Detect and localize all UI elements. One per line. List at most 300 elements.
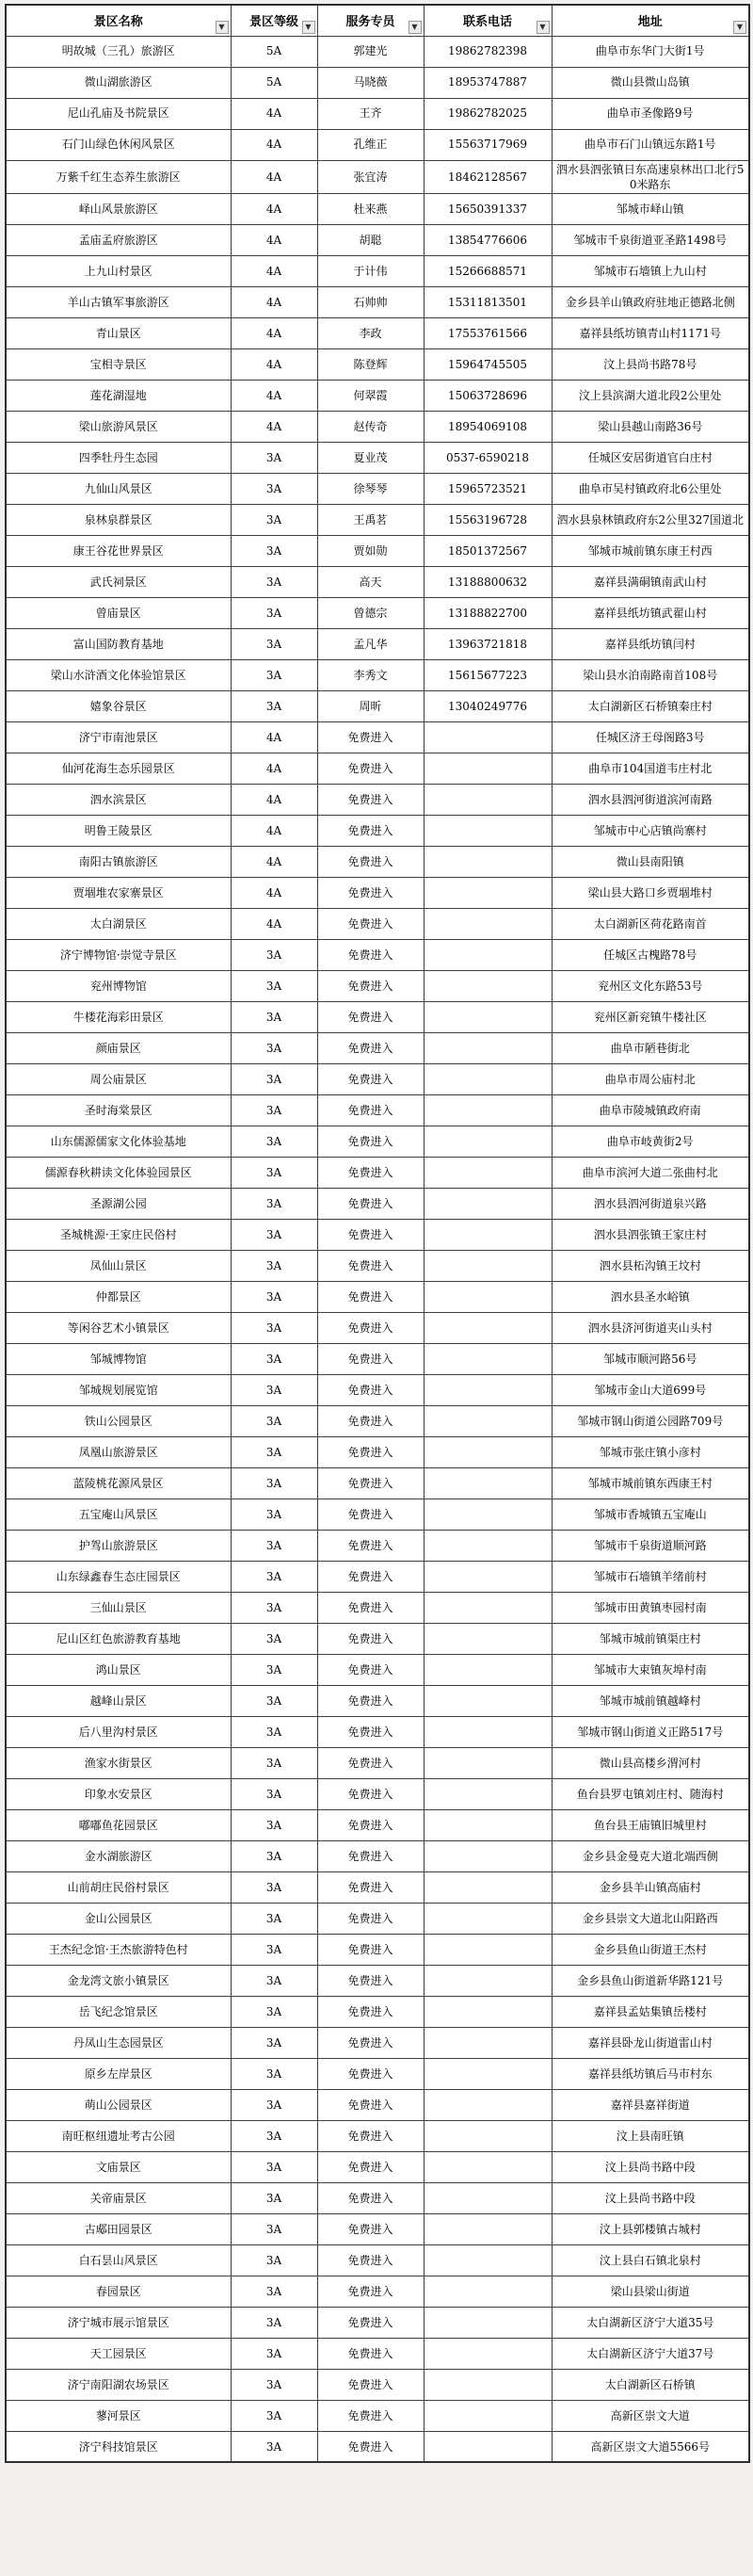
cell-specialist: 免费进入 — [317, 2244, 424, 2276]
cell-specialist: 郭建光 — [317, 36, 424, 67]
cell-level: 3A — [231, 628, 317, 659]
table-row — [6, 1188, 749, 1219]
table-row — [6, 1623, 749, 1654]
cell-level: 3A — [231, 939, 317, 970]
cell-phone — [424, 1561, 552, 1592]
cell-address: 曲阜市滨河大道二张曲村北 — [552, 1157, 749, 1188]
table-row — [6, 753, 749, 784]
cell-name: 峄山风景旅游区 — [6, 193, 231, 224]
cell-phone — [424, 1126, 552, 1157]
cell-name: 济宁博物馆·崇觉寺景区 — [6, 939, 231, 970]
cell-specialist: 孔维正 — [317, 129, 424, 160]
cell-address: 鱼台县罗屯镇刘庄村、随海村 — [552, 1778, 749, 1809]
cell-name: 春园景区 — [6, 2276, 231, 2307]
table-row — [6, 411, 749, 442]
cell-phone — [424, 1592, 552, 1623]
filter-dropdown-icon[interactable]: ▼ — [409, 21, 422, 34]
cell-level: 3A — [231, 1405, 317, 1436]
table-row — [6, 1716, 749, 1747]
cell-name: 石门山绿色休闲风景区 — [6, 129, 231, 160]
cell-name: 太白湖景区 — [6, 908, 231, 939]
cell-level: 3A — [231, 597, 317, 628]
cell-name: 文庙景区 — [6, 2151, 231, 2182]
table-row — [6, 1343, 749, 1374]
table-row — [6, 1747, 749, 1778]
cell-address: 微山县高楼乡渭河村 — [552, 1747, 749, 1778]
cell-name: 金龙湾文旅小镇景区 — [6, 1965, 231, 1996]
cell-phone: 17553761566 — [424, 317, 552, 348]
cell-phone — [424, 2089, 552, 2120]
table-row — [6, 2276, 749, 2307]
table-row — [6, 2027, 749, 2058]
cell-name: 渔家水街景区 — [6, 1747, 231, 1778]
cell-address: 嘉祥县卧龙山街道雷山村 — [552, 2027, 749, 2058]
cell-level: 3A — [231, 2027, 317, 2058]
cell-name: 明故城（三孔）旅游区 — [6, 36, 231, 67]
cell-specialist: 免费进入 — [317, 2431, 424, 2462]
cell-specialist: 免费进入 — [317, 2369, 424, 2400]
cell-address: 金乡县羊山镇政府驻地正德路北侧 — [552, 286, 749, 317]
cell-address: 邹城市中心店镇尚寨村 — [552, 815, 749, 846]
cell-level: 3A — [231, 1654, 317, 1685]
cell-specialist: 免费进入 — [317, 1840, 424, 1871]
table-row — [6, 1934, 749, 1965]
cell-specialist: 免费进入 — [317, 1250, 424, 1281]
cell-phone — [424, 2307, 552, 2338]
cell-name: 古郕田园景区 — [6, 2213, 231, 2244]
table-row — [6, 1436, 749, 1467]
cell-phone — [424, 1188, 552, 1219]
cell-name: 嘟嘟鱼花园景区 — [6, 1809, 231, 1840]
cell-level: 4A — [231, 784, 317, 815]
cell-level: 3A — [231, 2307, 317, 2338]
cell-name: 原乡左岸景区 — [6, 2058, 231, 2089]
cell-specialist: 夏业茂 — [317, 442, 424, 473]
filter-dropdown-icon[interactable]: ▼ — [216, 21, 229, 34]
cell-level: 3A — [231, 1188, 317, 1219]
cell-address: 邹城市大束镇灰埠村南 — [552, 1654, 749, 1685]
cell-specialist: 免费进入 — [317, 2120, 424, 2151]
table-row — [6, 2120, 749, 2151]
cell-name: 孟庙孟府旅游区 — [6, 224, 231, 255]
table-row — [6, 1312, 749, 1343]
cell-name: 济宁南阳湖农场景区 — [6, 2369, 231, 2400]
table-row — [6, 908, 749, 939]
table-row — [6, 597, 749, 628]
table-row — [6, 348, 749, 380]
cell-name: 儒源春秋耕读文化体验园景区 — [6, 1157, 231, 1188]
cell-level: 4A — [231, 286, 317, 317]
cell-phone — [424, 1871, 552, 1903]
table-row — [6, 36, 749, 67]
cell-address: 任城区古槐路78号 — [552, 939, 749, 970]
cell-address: 金乡县羊山镇高庙村 — [552, 1871, 749, 1903]
cell-name: 丹凤山生态园景区 — [6, 2027, 231, 2058]
cell-phone — [424, 1374, 552, 1405]
filter-dropdown-icon[interactable]: ▼ — [302, 21, 315, 34]
cell-specialist: 免费进入 — [317, 2182, 424, 2213]
cell-specialist: 免费进入 — [317, 2213, 424, 2244]
cell-level: 3A — [231, 504, 317, 535]
cell-specialist: 免费进入 — [317, 2089, 424, 2120]
cell-address: 曲阜市圣像路9号 — [552, 98, 749, 129]
cell-name: 邹城博物馆 — [6, 1343, 231, 1374]
cell-phone: 13040249776 — [424, 690, 552, 721]
cell-phone — [424, 2338, 552, 2369]
table-row — [6, 1809, 749, 1840]
table-row — [6, 2182, 749, 2213]
cell-phone: 0537-6590218 — [424, 442, 552, 473]
table-row — [6, 628, 749, 659]
cell-address: 汶上县南旺镇 — [552, 2120, 749, 2151]
cell-specialist: 免费进入 — [317, 846, 424, 877]
cell-specialist: 免费进入 — [317, 2151, 424, 2182]
cell-name: 南阳古镇旅游区 — [6, 846, 231, 877]
table-row — [6, 442, 749, 473]
cell-specialist: 免费进入 — [317, 721, 424, 753]
cell-level: 3A — [231, 690, 317, 721]
cell-specialist: 徐琴琴 — [317, 473, 424, 504]
cell-phone — [424, 1436, 552, 1467]
cell-phone: 13188822700 — [424, 597, 552, 628]
cell-specialist: 免费进入 — [317, 1996, 424, 2027]
cell-name: 萌山公园景区 — [6, 2089, 231, 2120]
cell-address: 泗水县泉林镇政府东2公里327国道北 — [552, 504, 749, 535]
cell-address: 曲阜市岐黄街2号 — [552, 1126, 749, 1157]
cell-specialist: 免费进入 — [317, 815, 424, 846]
cell-specialist: 何翠霞 — [317, 380, 424, 411]
cell-level: 3A — [231, 566, 317, 597]
cell-phone: 15650391337 — [424, 193, 552, 224]
cell-address: 泗水县泗张镇王家庄村 — [552, 1219, 749, 1250]
cell-name: 济宁科技馆景区 — [6, 2431, 231, 2462]
cell-specialist: 免费进入 — [317, 877, 424, 908]
table-row — [6, 2213, 749, 2244]
cell-address: 太白湖新区荷花路南首 — [552, 908, 749, 939]
table-row — [6, 255, 749, 286]
cell-address: 邹城市城前镇渠庄村 — [552, 1623, 749, 1654]
cell-name: 宝相寺景区 — [6, 348, 231, 380]
cell-address: 邹城市城前镇东康王村西 — [552, 535, 749, 566]
cell-name: 莲花湖湿地 — [6, 380, 231, 411]
cell-address: 鱼台县王庙镇旧城里村 — [552, 1809, 749, 1840]
table-row — [6, 535, 749, 566]
cell-name: 天工园景区 — [6, 2338, 231, 2369]
table-row — [6, 129, 749, 160]
cell-phone — [424, 2120, 552, 2151]
cell-address: 嘉祥县纸坊镇武翟山村 — [552, 597, 749, 628]
table-row — [6, 784, 749, 815]
cell-specialist: 免费进入 — [317, 1312, 424, 1343]
cell-specialist: 陈登辉 — [317, 348, 424, 380]
table-row — [6, 2058, 749, 2089]
cell-address: 邹城市石墙镇羊绪前村 — [552, 1561, 749, 1592]
cell-address: 微山县微山岛镇 — [552, 67, 749, 98]
table-row — [6, 815, 749, 846]
cell-phone — [424, 721, 552, 753]
table-row — [6, 2431, 749, 2462]
cell-phone — [424, 784, 552, 815]
column-header-label: 服务专员 — [345, 15, 395, 30]
cell-level: 3A — [231, 1467, 317, 1499]
column-header-name — [6, 5, 231, 36]
cell-name: 梁山水浒酒文化体验馆景区 — [6, 659, 231, 690]
cell-name: 五宝庵山风景区 — [6, 1499, 231, 1530]
cell-level: 3A — [231, 1996, 317, 2027]
table-row — [6, 1032, 749, 1063]
cell-phone — [424, 1965, 552, 1996]
cell-name: 兖州博物馆 — [6, 970, 231, 1001]
cell-level: 3A — [231, 2151, 317, 2182]
cell-level: 4A — [231, 411, 317, 442]
cell-phone — [424, 846, 552, 877]
cell-specialist: 免费进入 — [317, 1343, 424, 1374]
cell-specialist: 免费进入 — [317, 2400, 424, 2431]
cell-level: 3A — [231, 2400, 317, 2431]
cell-level: 5A — [231, 67, 317, 98]
table-row — [6, 1467, 749, 1499]
cell-name: 富山国防教育基地 — [6, 628, 231, 659]
cell-name: 羊山古镇军事旅游区 — [6, 286, 231, 317]
table-row — [6, 1871, 749, 1903]
table-row — [6, 2244, 749, 2276]
cell-level: 3A — [231, 2276, 317, 2307]
cell-specialist: 免费进入 — [317, 1467, 424, 1499]
cell-level: 3A — [231, 1592, 317, 1623]
cell-name: 仲都景区 — [6, 1281, 231, 1312]
cell-name: 凤仙山景区 — [6, 1250, 231, 1281]
cell-address: 太白湖新区石桥镇 — [552, 2369, 749, 2400]
cell-specialist: 免费进入 — [317, 1499, 424, 1530]
cell-phone: 13854776606 — [424, 224, 552, 255]
cell-specialist: 免费进入 — [317, 939, 424, 970]
cell-address: 微山县南阳镇 — [552, 846, 749, 877]
cell-phone — [424, 1094, 552, 1126]
cell-phone: 18501372567 — [424, 535, 552, 566]
cell-name: 明鲁王陵景区 — [6, 815, 231, 846]
cell-specialist: 曾德宗 — [317, 597, 424, 628]
cell-address: 邹城市顺河路56号 — [552, 1343, 749, 1374]
cell-phone — [424, 1001, 552, 1032]
cell-name: 圣源湖公园 — [6, 1188, 231, 1219]
cell-address: 兖州区文化东路53号 — [552, 970, 749, 1001]
table-row — [6, 1965, 749, 1996]
table-row — [6, 193, 749, 224]
cell-level: 3A — [231, 2431, 317, 2462]
cell-address: 邹城市香城镇五宝庵山 — [552, 1499, 749, 1530]
cell-name: 凤凰山旅游景区 — [6, 1436, 231, 1467]
cell-address: 金乡县崇文大道北山阳路西 — [552, 1903, 749, 1934]
cell-address: 曲阜市104国道韦庄村北 — [552, 753, 749, 784]
cell-name: 蓼河景区 — [6, 2400, 231, 2431]
cell-phone — [424, 877, 552, 908]
cell-phone — [424, 2369, 552, 2400]
cell-phone — [424, 753, 552, 784]
table-row — [6, 2089, 749, 2120]
cell-address: 邹城市城前镇东西康王村 — [552, 1467, 749, 1499]
cell-level: 3A — [231, 1623, 317, 1654]
cell-address: 嘉祥县嘉祥街道 — [552, 2089, 749, 2120]
table-row — [6, 721, 749, 753]
table-row — [6, 1157, 749, 1188]
cell-level: 3A — [231, 1343, 317, 1374]
cell-address: 嘉祥县纸坊镇后马市村东 — [552, 2058, 749, 2089]
cell-level: 4A — [231, 160, 317, 193]
cell-phone — [424, 2431, 552, 2462]
cell-name: 圣时海棠景区 — [6, 1094, 231, 1126]
cell-specialist: 杜来燕 — [317, 193, 424, 224]
cell-level: 3A — [231, 1778, 317, 1809]
header-row — [6, 5, 749, 36]
cell-name: 护驾山旅游景区 — [6, 1530, 231, 1561]
cell-specialist: 张宜涛 — [317, 160, 424, 193]
cell-level: 4A — [231, 846, 317, 877]
cell-level: 4A — [231, 98, 317, 129]
cell-level: 4A — [231, 877, 317, 908]
cell-name: 三仙山景区 — [6, 1592, 231, 1623]
cell-level: 4A — [231, 129, 317, 160]
table-row — [6, 1778, 749, 1809]
cell-address: 泗水县泗张镇日东高速泉林出口北行50米路东 — [552, 160, 749, 193]
cell-name: 邹城规划展览馆 — [6, 1374, 231, 1405]
table-row — [6, 2369, 749, 2400]
cell-address: 泗水县泗河街道泉兴路 — [552, 1188, 749, 1219]
cell-specialist: 贾如勋 — [317, 535, 424, 566]
filter-dropdown-icon[interactable]: ▼ — [733, 21, 746, 34]
table-row — [6, 659, 749, 690]
cell-phone — [424, 2027, 552, 2058]
table-row — [6, 1840, 749, 1871]
cell-level: 3A — [231, 1312, 317, 1343]
column-header-address — [552, 5, 749, 36]
cell-specialist: 李政 — [317, 317, 424, 348]
cell-specialist: 免费进入 — [317, 1778, 424, 1809]
table-row — [6, 877, 749, 908]
cell-phone — [424, 1157, 552, 1188]
cell-address: 邹城市钢山街道公园路709号 — [552, 1405, 749, 1436]
table-row — [6, 1561, 749, 1592]
column-header-label: 景区等级 — [248, 15, 298, 30]
cell-name: 四季牡丹生态园 — [6, 442, 231, 473]
cell-name: 山东绿鑫春生态庄园景区 — [6, 1561, 231, 1592]
cell-level: 4A — [231, 753, 317, 784]
cell-address: 曲阜市吴村镇政府北6公里处 — [552, 473, 749, 504]
cell-name: 白石昙山风景区 — [6, 2244, 231, 2276]
cell-name: 关帝庙景区 — [6, 2182, 231, 2213]
cell-phone — [424, 2400, 552, 2431]
cell-specialist: 免费进入 — [317, 1965, 424, 1996]
cell-specialist: 免费进入 — [317, 2058, 424, 2089]
table-row — [6, 2307, 749, 2338]
cell-phone — [424, 1281, 552, 1312]
cell-phone: 15311813501 — [424, 286, 552, 317]
cell-specialist: 免费进入 — [317, 1001, 424, 1032]
cell-phone: 15266688571 — [424, 255, 552, 286]
cell-level: 3A — [231, 2120, 317, 2151]
cell-address: 汶上县滨湖大道北段2公里处 — [552, 380, 749, 411]
cell-specialist: 免费进入 — [317, 1219, 424, 1250]
cell-phone — [424, 1467, 552, 1499]
cell-phone — [424, 1654, 552, 1685]
cell-address: 汶上县尚书路78号 — [552, 348, 749, 380]
cell-name: 梁山旅游风景区 — [6, 411, 231, 442]
cell-address: 曲阜市东华门大街1号 — [552, 36, 749, 67]
cell-specialist: 周昕 — [317, 690, 424, 721]
cell-phone — [424, 1405, 552, 1436]
table-row — [6, 2338, 749, 2369]
cell-address: 邹城市张庄镇小彦村 — [552, 1436, 749, 1467]
table-row — [6, 1685, 749, 1716]
cell-phone: 13188800632 — [424, 566, 552, 597]
cell-phone — [424, 2151, 552, 2182]
cell-level: 4A — [231, 193, 317, 224]
cell-address: 邹城市钢山街道义正路517号 — [552, 1716, 749, 1747]
cell-level: 3A — [231, 442, 317, 473]
cell-name: 康王谷花世界景区 — [6, 535, 231, 566]
cell-phone — [424, 1840, 552, 1871]
cell-phone: 18462128567 — [424, 160, 552, 193]
cell-specialist: 免费进入 — [317, 1716, 424, 1747]
cell-level: 3A — [231, 1561, 317, 1592]
cell-level: 3A — [231, 2182, 317, 2213]
cell-level: 3A — [231, 1499, 317, 1530]
cell-name: 仙河花海生态乐园景区 — [6, 753, 231, 784]
cell-phone: 18953747887 — [424, 67, 552, 98]
filter-dropdown-icon[interactable]: ▼ — [537, 21, 550, 34]
cell-phone — [424, 1685, 552, 1716]
cell-address: 任城区安居街道官白庄村 — [552, 442, 749, 473]
cell-specialist: 免费进入 — [317, 1374, 424, 1405]
column-header-label: 景区名称 — [93, 15, 143, 30]
cell-name: 泉林泉群景区 — [6, 504, 231, 535]
cell-level: 3A — [231, 1250, 317, 1281]
cell-specialist: 马晓薇 — [317, 67, 424, 98]
table-row — [6, 2400, 749, 2431]
cell-level: 3A — [231, 1685, 317, 1716]
cell-address: 邹城市峄山镇 — [552, 193, 749, 224]
column-header-specialist — [317, 5, 424, 36]
cell-address: 泗水县柘沟镇王坟村 — [552, 1250, 749, 1281]
cell-specialist: 于计伟 — [317, 255, 424, 286]
cell-level: 3A — [231, 1530, 317, 1561]
cell-address: 高新区崇文大道5566号 — [552, 2431, 749, 2462]
table-row — [6, 2151, 749, 2182]
cell-specialist: 免费进入 — [317, 1157, 424, 1188]
cell-address: 曲阜市陵城镇政府南 — [552, 1094, 749, 1126]
cell-name: 济宁城市展示馆景区 — [6, 2307, 231, 2338]
cell-phone — [424, 815, 552, 846]
table-row — [6, 566, 749, 597]
cell-specialist: 免费进入 — [317, 1809, 424, 1840]
cell-phone: 15563717969 — [424, 129, 552, 160]
cell-address: 高新区崇文大道 — [552, 2400, 749, 2431]
cell-address: 嘉祥县纸坊镇青山村1171号 — [552, 317, 749, 348]
cell-phone: 15563196728 — [424, 504, 552, 535]
cell-address: 曲阜市陋巷街北 — [552, 1032, 749, 1063]
cell-phone — [424, 1343, 552, 1374]
cell-address: 嘉祥县孟姑集镇岳楼村 — [552, 1996, 749, 2027]
cell-phone — [424, 1032, 552, 1063]
table-row — [6, 67, 749, 98]
cell-address: 梁山县越山南路36号 — [552, 411, 749, 442]
cell-level: 3A — [231, 1934, 317, 1965]
cell-name: 曾庙景区 — [6, 597, 231, 628]
table-row — [6, 939, 749, 970]
cell-phone: 15965723521 — [424, 473, 552, 504]
cell-phone: 13963721818 — [424, 628, 552, 659]
cell-address: 邹城市千泉街道亚圣路1498号 — [552, 224, 749, 255]
cell-level: 3A — [231, 1747, 317, 1778]
